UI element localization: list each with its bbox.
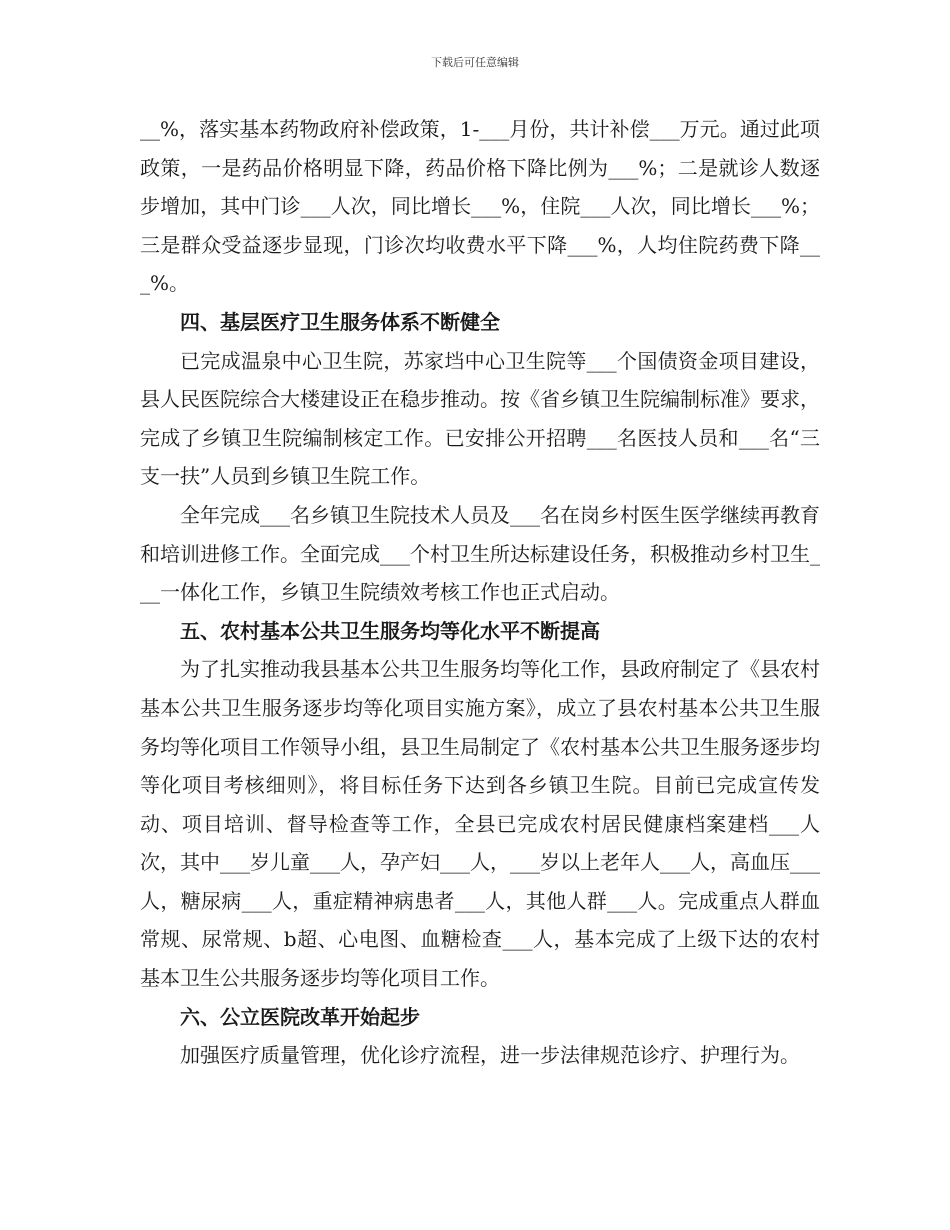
paragraph-public-health: 为了扎实推动我县基本公共卫生服务均等化工作，县政府制定了《县农村基本公共卫生服务逐步均等化项目实施方案》，成立了县农村基本公共卫生服务均等化项目工作领导小组，县卫生局制定了《农村基本公共卫生服务逐步均等化项目考核细则》，将目标任务下达到各乡镇卫生院。目前已完成宣传发动、项目培训、督导检查等工作，全县已完成农村居民健康档案建档___人次，其中___岁儿童___人，孕产妇___人，___岁以上老年人___人，高血压___人，糖尿病___人，重症精神病患者___人，其他人群___人。完成重点人群血常规、尿常规、b超、心电图、血糖检查___人，基本完成了上级下达的农村基本卫生公共服务逐步均等化项目工作。 — [140, 657, 820, 991]
section-heading-4: 四、基层医疗卫生服务体系不断健全 — [180, 309, 500, 334]
paragraph-subsidy-results: __%，落实基本药物政府补偿政策，1-___月份，共计补偿___万元。通过此项政策，一是药品价格明显下降，药品价格下降比例为___%；二是就诊人数逐步增加，其中门诊___人次，同比增长___%，住院___人次，同比增长___%；三是群众受益逐步显现，门诊次均收费水平下降___%，人均住院药费下降___%。 — [140, 117, 820, 296]
paragraph-hospital-reform: 加强医疗质量管理，优化诊疗流程，进一步法律规范诊疗、护理行为。 — [180, 1043, 800, 1068]
section-heading-5: 五、农村基本公共卫生服务均等化水平不断提高 — [180, 618, 600, 643]
section-heading-6: 六、公立医院改革开始起步 — [180, 1004, 420, 1029]
paragraph-training: 全年完成___名乡镇卫生院技术人员及___名在岗乡村医生医学继续再教育和培训进修工作。全面完成___个村卫生所达标建设任务，积极推动乡村卫生___一体化工作，乡镇卫生院绩效考核工作也正式启动。 — [140, 502, 820, 605]
paragraph-facility-construction: 已完成温泉中心卫生院，苏家垱中心卫生院等___个国债资金项目建设，县人民医院综合大楼建设正在稳步推动。按《省乡镇卫生院编制标准》要求，完成了乡镇卫生院编制核定工作。已安排公开招聘___名医技人员和___名“三支一扶”人员到乡镇卫生院工作。 — [140, 348, 820, 489]
document-body — [140, 110, 820, 1075]
page-header: 下载后可任意编辑 — [431, 56, 519, 69]
